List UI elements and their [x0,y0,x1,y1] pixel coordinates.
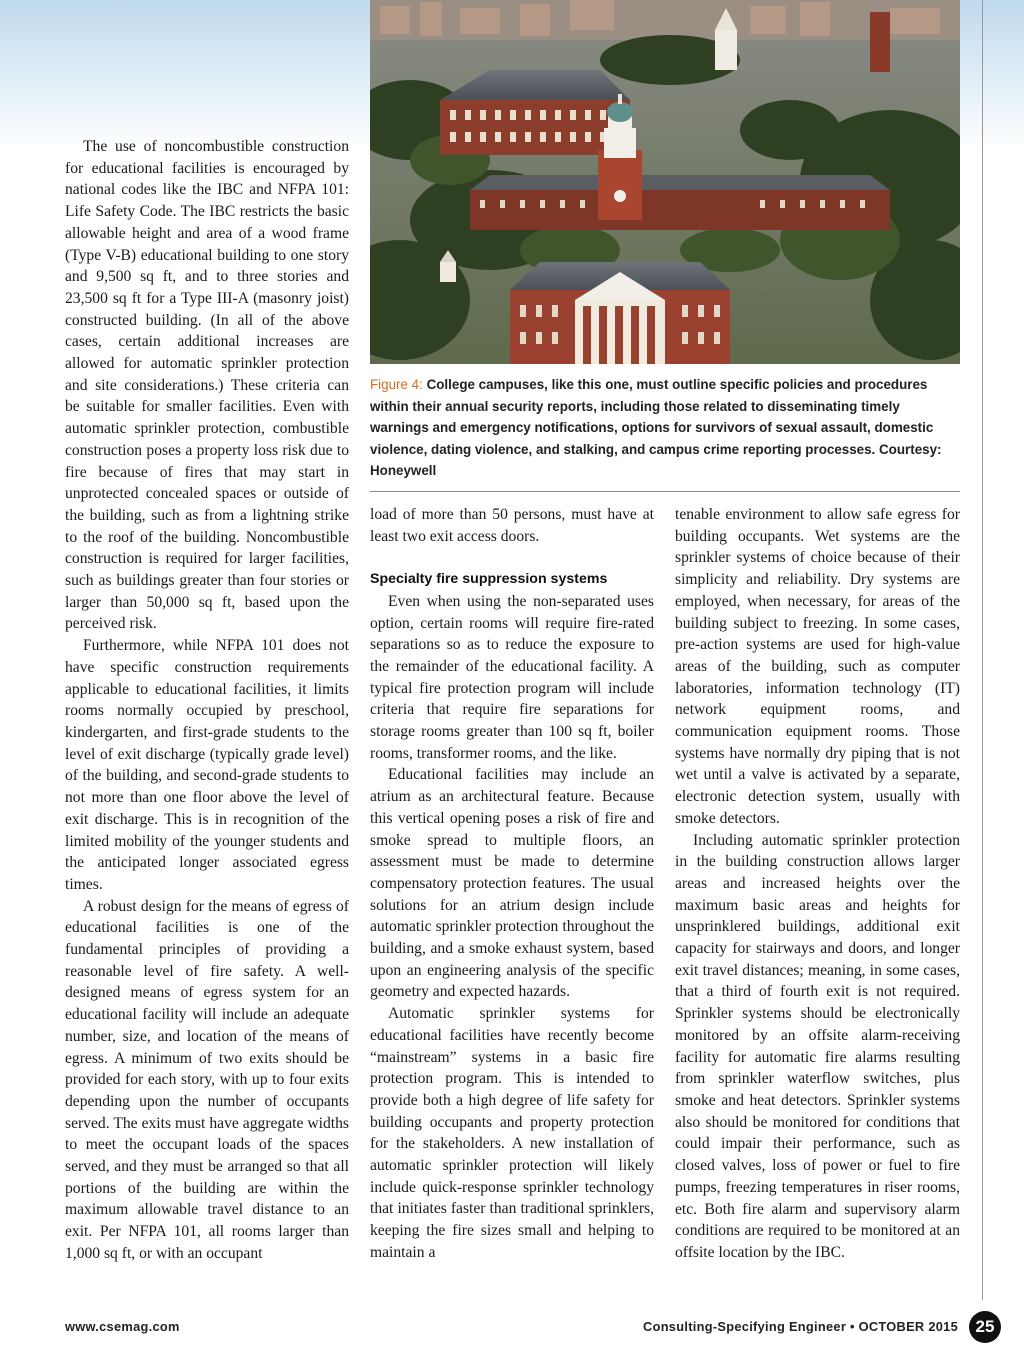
figure-label: Figure 4: [370,377,423,392]
paragraph: Even when using the non-separated uses option, certain rooms will require fire-rated separations so as to reduce the exposure to the remainder of the educational facility. A typical fire protection program will include criteria that require fire separations for storage rooms greater than 100 sq ft, boiler rooms, transformer rooms, and the like. [370,592,654,762]
paragraph: The use of noncombustible construction for educational facilities is encouraged by national codes like the IBC and NFPA 101: Life Safety Code. The IBC restricts the basic allowable height and area of a wood frame (Type V-B) educational building to one story and 9,500 sq ft, and to three stories and 23,500 sq ft for a Type III-A (masonry joist) constructed building. (In all of the above cases, certain additional increases are allowed for automatic sprinkler protection and site considerations.) These criteria can be suitable for smaller facilities. Even with automatic sprinkler protection, combustible construction poses a property loss risk due to fire because of fires that may start in unprotected concealed spaces or outside of the building, such as from a lightning strike to the roof of the building. Noncombustible construction is required for larger facilities, such as buildings greater than four stories or larger than 50,000 sq ft, based upon the perceived risk. [65,138,349,633]
figure-caption [370,374,960,482]
caption-divider [370,491,960,492]
footer-website: www.csemag.com [65,1319,180,1334]
paragraph: A robust design for the means of egress of educational facilities is one of the fundamental principles of providing a reasonable level of fire safety. A well-designed means of egress system for an educational facility will include an adequate number, size, and location of the means of egress. A minimum of two exits should be provided for each story, with up to four exits depending upon the number of occupants served. The exits must have aggregate widths to meet the occupant loads of the spaces served, and they must be arranged so that all portions of the building are within the maximum allowable travel distance to an exit. Per NFPA 101, all rooms larger than 1,000 sq ft, or with an occupant [65,897,349,1262]
margin-rule [982,0,983,1300]
column-2 [370,504,654,1264]
paragraph: Furthermore, while NFPA 101 does not have specific construction requirements applicable to educational facilities, it limits rooms normally occupied by preschool, kindergarten, and first-grade students to the level of exit discharge (typically grade level) of the building, and second-grade students to not more than one floor above the level of exit discharge. This is in recognition of the limited mobility of the younger students and the anticipated longer associated egress times. [65,637,349,893]
campus-photo [370,0,960,364]
page-number: 25 [969,1311,1001,1343]
paragraph: Automatic sprinkler systems for educational facilities have recently become “mainstream” systems in a basic fire protection program. This is intended to provide both a high degree of life safety for building occupants and property protection for the stakeholders. A new installation of automatic sprinkler protection will likely include quick-response sprinkler technology that initiates faster than traditional sprinklers, keeping the fire sizes small and helping to maintain a [370,1005,654,1261]
footer-publication: Consulting-Specifying Engineer • OCTOBER 2015 [643,1319,958,1334]
paragraph: Including automatic sprinkler protection in the building construction allows larger areas and increased heights over the maximum basic areas and heights for unsprinklered buildings, additional exit capacity for stairways and doors, and longer exit travel distances; meaning, in some cases, that a third of fourth exit is not required. Sprinkler systems should be electronically monitored by an offsite alarm-receiving facility for automatic fire alarms resulting from sprinkler waterflow switches, plus smoke and heat detectors. Sprinkler systems also should be monitored for conditions that could impair their performance, such as closed valves, loss of power or fuel to fire pumps, freezing temperatures in riser rooms, etc. Both fire alarm and supervisory alarm conditions are required to be monitored at an offsite location by the IBC. [675,831,960,1261]
paragraph: tenable environment to allow safe egress for building occupants. Wet systems are the sprinkler systems of choice because of their simplicity and reliability. Dry systems are employed, when necessary, for areas of the building subject to freezing. In some cases, pre-action systems are used for high-value areas of the building, such as computer laboratories, information technology (IT) network equipment rooms, and communication equipment rooms. Those systems have normally dry piping that is not wet until a valve is activated by a separate, electronic detection system, usually with smoke detectors. [675,506,960,827]
paragraph: Educational facilities may include an atrium as an architectural feature. Because this vertical opening poses a risk of fire and smoke spread to multiple floors, an assessment must be made to determine compensatory protection features. The usual solutions for an atrium design include automatic sprinkler protection throughout the building, and a smoke exhaust system, based upon an engineering analysis of the specific geometry and expected hazards. [370,766,654,1001]
column-3 [675,504,960,1264]
column-1 [65,136,349,1265]
paragraph: load of more than 50 persons, must have at least two exit access doors. [370,506,654,545]
figure-caption-text: College campuses, like this one, must outline specific policies and procedures within their annual security reports, including those related to disseminating timely warnings and emergency notifications, options for survivors of sexual assault, domestic violence, dating violence, and stalking, and campus crime reporting processes. Courtesy: Honeywell [370,377,942,478]
section-heading: Specialty fire suppression systems [370,571,608,588]
